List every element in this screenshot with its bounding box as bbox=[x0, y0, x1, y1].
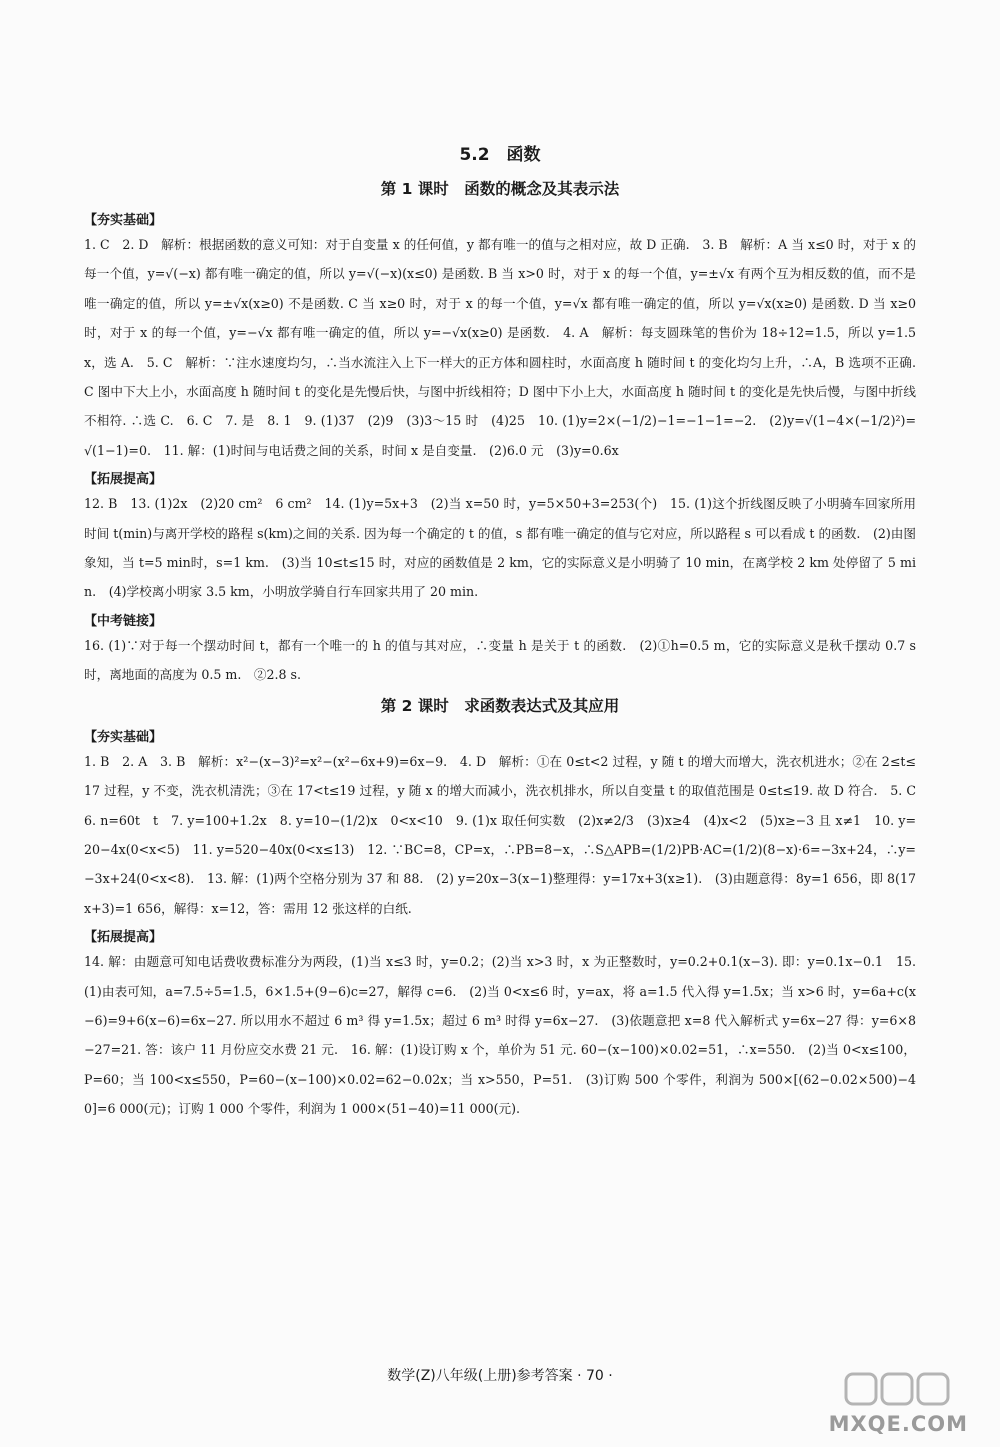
lesson-1-basic-tag: 【夯实基础】 bbox=[84, 213, 163, 228]
lesson-2-extend-answers: 14. 解：由题意可知电话费收费标准分为两段，(1)当 x≤3 时，y=0.2；(2)当 x>3 时，x 为正整数时，y=0.2+0.1(x−3). 即：y=0.1x−0.1 15. (1)由表可知，a=7.5÷5=1.5，6×1.5+(9−6)c=27，解得 c=6. (2)当 0<x≤6 时，y=ax，将 a=1.5 代入得 y=1.5x；当 x>6 时，y=6a+c(x−6)=9+6(x−6)=6x−27. 所以用水不超过 6 m³ 得 y=1.5x；超过 6 m³ 时得 y=6x−27. (3)依题意把 x=8 代入解析式 y=6x−27 得：y=6×8−27=21. 答：该户 11 月份应交水费 21 元. 16. 解：(1)设订购 x 个，单价为 51 元. 60−(x−100)×0.02=51，∴x=550. (2)当 0<x≤100，P=60；当 100<x≤550，P=60−(x−100)×0.02=62−0.02x；当 x>550，P=51. (3)订购 500 个零件，利润为 500×[(62−0.02×500)−40]=6 000(元)；订购 1 000 个零件，利润为 1 000×(51−40)=11 000(元). bbox=[84, 954, 916, 1117]
lesson-2-extend-tag: 【拓展提高】 bbox=[84, 930, 163, 946]
lesson-1-exam-answers: 16. (1)∵对于每一个摆动时间 t，都有一个唯一的 h 的值与其对应，∴变量 h 是关于 t 的函数. (2)①h=0.5 m，它的实际意义是秋千摆动 0.7 s 时，离地面的高度为 0.5 m. ②2.8 s. bbox=[84, 637, 916, 683]
section-title: 5.2 函数 bbox=[459, 145, 541, 165]
lesson-2-basic-answers: 1. B 2. A 3. B 解析：x²−(x−3)²=x²−(x²−6x+9)=6x−9. 4. D 解析：①在 0≤t<2 过程，y 随 t 的增大而增大，洗衣机进水；②在 2≤t≤17 过程，y 不变，洗衣机清洗；③在 17<t≤19 过程，y 随 x 的增大而减小，洗衣机排水，所以自变量 t 的取值范围是 0≤t≤19. 故 D 符合. 5. C 6. n=60t t 7. y=100+1.2x 8. y=10−(1/2)x 0<x<10 9. (1)x 取任何实数 (2)x≠2/3 (3)x≥4 (4)x<2 (5)x≥−3 且 x≠1 10. y=20−4x(0<x<5) 11. y=520−40x(0<x≤13) 12. ∵BC=8，CP=x，∴PB=8−x，∴S△APB=(1/2)PB·AC=(1/2)(8−x)·6=−3x+24，∴y=−3x+24(0<x<8). 13. 解：(1)两个空格分别为 37 和 88. (2) y=20x−3(x−1)整理得：y=17x+3(x≥1). (3)由题意得：8y=1 656，即 8(17x+3)=1 656，解得：x=12，答：需用 12 张这样的白纸. bbox=[84, 753, 929, 916]
lesson-2-title: 第 2 课时 求函数表达式及其应用 bbox=[380, 696, 620, 715]
page-footer: 数学(Z)八年级(上册)参考答案 · 70 · bbox=[387, 1368, 613, 1384]
lesson-1-extend-tag: 【拓展提高】 bbox=[84, 472, 163, 488]
lesson-1-basic-answers: 1. C 2. D 解析：根据函数的意义可知：对于自变量 x 的任何值，y 都有唯一的值与之相对应，故 D 正确. 3. B 解析：A 当 x≤0 时，对于 x 的每一个值，y=√(−x) 都有唯一确定的值，所以 y=√(−x)(x≤0) 是函数. B 当 x>0 时，对于 x 的每一个值，y=±√x 有两个互为相反数的值，而不是唯一确定的值，所以 y=±√x(x≥0) 不是函数. C 当 x≥0 时，对于 x 的每一个值，y=√x 都有唯一确定的值，所以 y=√x(x≥0) 是函数. D 当 x≥0 时，对于 x 的每一个值，y=−√x 都有唯一确定的值，所以 y=−√x(x≥0) 是函数. 4. A 解析：每支圆珠笔的售价为 18÷12=1.5，所以 y=1.5x，选 A. 5. C 解析：∵注水速度均匀，∴当水流注入上下一样大的正方体和圆柱时，水面高度 h 随时间 t 的变化均匀上升，∴A，B 选项不正确. C 图中下大上小，水面高度 h 随时间 t 的变化是先慢后快，与图中折线相符；D 图中下小上大，水面高度 h 随时间 t 的变化是先快后慢，与图中折线不相符. ∴选 C. 6. C 7. 是 8. 1 9. (1)37 (2)9 (3)3～15 时 (4)25 10. (1)y=2×(−1/2)−1=−1−1=−2. (2)y=√(1−4×(−1/2)²)=√(1−1)=0. 11. 解：(1)时间与电话费之间的关系，时间 x 是自变量. (2)6.0 元 (3)y=0.6x bbox=[84, 237, 916, 458]
watermark-text: MXQE.COM bbox=[828, 1412, 968, 1436]
watermark-logo bbox=[824, 1368, 974, 1438]
lesson-1-exam-tag: 【中考链接】 bbox=[84, 613, 163, 629]
answer-page bbox=[84, 140, 929, 1124]
lesson-1-extend-answers: 12. B 13. (1)2x (2)20 cm² 6 cm² 14. (1)y=5x+3 (2)当 x=50 时，y=5×50+3=253(个) 15. (1)这个折线图反映了小明骑车回家所用时间 t(min)与离开学校的路程 s(km)之间的关系. 因为每一个确定的 t 的值，s 都有唯一确定的值与它对应，所以路程 s 可以看成 t 的函数. (2)由图象知，当 t=5 min时，s=1 km. (3)当 10≤t≤15 时，对应的函数值是 2 km，它的实际意义是小明骑了 10 min，在离学校 2 km 处停留了 5 min. (4)学校离小明家 3.5 km，小明放学骑自行车回家共用了 20 min. bbox=[84, 496, 916, 600]
lesson-1-title: 第 1 课时 函数的概念及其表示法 bbox=[380, 180, 620, 198]
lesson-2-basic-tag: 【夯实基础】 bbox=[84, 729, 163, 745]
